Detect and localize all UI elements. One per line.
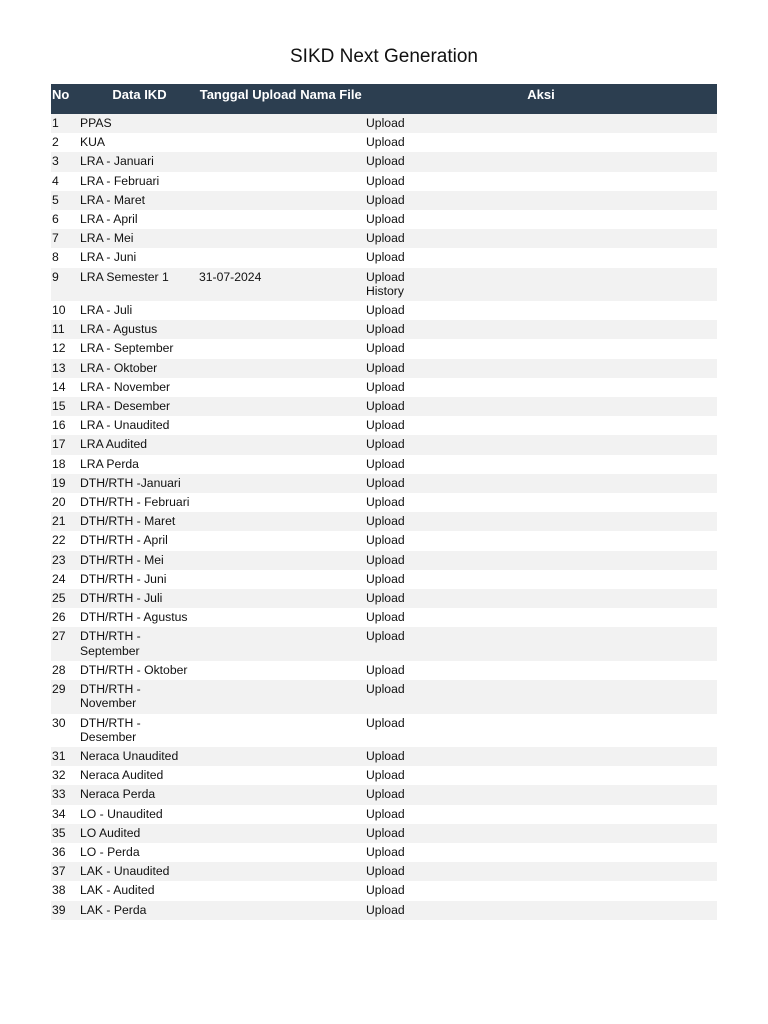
header-no: No [51, 84, 80, 114]
tanggal-upload-cell [199, 785, 297, 804]
nama-file-cell [297, 435, 365, 454]
tanggal-upload-cell [199, 570, 297, 589]
tanggal-upload-cell [199, 301, 297, 320]
upload-link[interactable]: Upload [366, 552, 405, 567]
row-number: 27 [51, 627, 80, 660]
aksi-cell [365, 714, 717, 747]
data-ikd-cell: DTH/RTH - April [80, 531, 199, 550]
table-row [51, 805, 717, 824]
upload-link[interactable]: Upload [366, 883, 405, 898]
table-row [51, 210, 717, 229]
upload-link[interactable]: Upload [366, 844, 405, 859]
row-number: 2 [51, 133, 80, 152]
data-ikd-cell: LAK - Audited [80, 881, 199, 900]
aksi-cell [365, 248, 717, 267]
row-number: 22 [51, 531, 80, 550]
aksi-cell [365, 268, 717, 301]
nama-file-cell [297, 901, 365, 920]
aksi-cell [365, 229, 717, 248]
upload-link[interactable]: Upload [366, 418, 405, 433]
data-ikd-cell: LRA - Januari [80, 152, 199, 171]
table-row [51, 627, 717, 660]
table-row [51, 133, 717, 152]
row-number: 26 [51, 608, 80, 627]
table-row [51, 301, 717, 320]
nama-file-cell [297, 301, 365, 320]
aksi-cell [365, 512, 717, 531]
data-ikd-cell: LAK - Unaudited [80, 862, 199, 881]
nama-file-cell [297, 824, 365, 843]
tanggal-upload-cell [199, 320, 297, 339]
nama-file-cell [297, 339, 365, 358]
tanggal-upload-cell [199, 881, 297, 900]
nama-file-cell [297, 359, 365, 378]
aksi-cell [365, 661, 717, 680]
aksi-cell [365, 493, 717, 512]
aksi-cell [365, 191, 717, 210]
tanggal-upload-cell [199, 493, 297, 512]
data-ikd-cell: DTH/RTH - September [80, 627, 199, 660]
nama-file-cell [297, 378, 365, 397]
nama-file-cell [297, 881, 365, 900]
table-row [51, 152, 717, 171]
data-ikd-cell: LRA Semester 1 [80, 268, 199, 301]
nama-file-cell [297, 229, 365, 248]
nama-file-cell [297, 397, 365, 416]
nama-file-cell [297, 455, 365, 474]
table-row [51, 680, 717, 713]
row-number: 11 [51, 320, 80, 339]
table-row [51, 589, 717, 608]
upload-link[interactable]: Upload [366, 610, 405, 625]
row-number: 23 [51, 551, 80, 570]
row-number: 19 [51, 474, 80, 493]
table-row [51, 416, 717, 435]
data-ikd-cell: DTH/RTH - Desember [80, 714, 199, 747]
aksi-cell [365, 531, 717, 550]
tanggal-upload-cell [199, 455, 297, 474]
data-ikd-cell: DTH/RTH - Agustus [80, 608, 199, 627]
aksi-cell [365, 133, 717, 152]
data-ikd-cell: LAK - Perda [80, 901, 199, 920]
data-ikd-cell: DTH/RTH - Februari [80, 493, 199, 512]
tanggal-upload-cell [199, 229, 297, 248]
tanggal-upload-cell [199, 474, 297, 493]
nama-file-cell [297, 551, 365, 570]
data-ikd-cell: LRA - Juni [80, 248, 199, 267]
nama-file-cell [297, 862, 365, 881]
row-number: 21 [51, 512, 80, 531]
row-number: 28 [51, 661, 80, 680]
row-number: 20 [51, 493, 80, 512]
upload-link[interactable]: Upload [366, 212, 405, 227]
aksi-cell [365, 627, 717, 660]
tanggal-upload-cell [199, 766, 297, 785]
data-ikd-cell: LRA Audited [80, 435, 199, 454]
table-row [51, 551, 717, 570]
tanggal-upload-cell [199, 339, 297, 358]
data-ikd-cell: LO - Perda [80, 843, 199, 862]
row-number: 9 [51, 268, 80, 301]
nama-file-cell [297, 416, 365, 435]
header-nama-file: Nama File [297, 84, 365, 114]
upload-link[interactable]: Upload [366, 514, 405, 529]
row-number: 8 [51, 248, 80, 267]
row-number: 1 [51, 114, 80, 133]
upload-link[interactable]: Upload [366, 806, 405, 821]
aksi-cell [365, 589, 717, 608]
data-ikd-cell: PPAS [80, 114, 199, 133]
aksi-cell [365, 210, 717, 229]
data-ikd-cell: LRA - November [80, 378, 199, 397]
tanggal-upload-cell [199, 359, 297, 378]
tanggal-upload-cell [199, 531, 297, 550]
data-ikd-cell: DTH/RTH - Maret [80, 512, 199, 531]
tanggal-upload-cell [199, 114, 297, 133]
upload-link[interactable]: Upload [366, 154, 405, 169]
tanggal-upload-cell [199, 627, 297, 660]
nama-file-cell [297, 589, 365, 608]
nama-file-cell [297, 172, 365, 191]
tanggal-upload-cell [199, 589, 297, 608]
table-body [51, 114, 717, 920]
header-data-ikd: Data IKD [80, 84, 199, 114]
aksi-cell [365, 862, 717, 881]
row-number: 39 [51, 901, 80, 920]
data-ikd-cell: DTH/RTH - Juli [80, 589, 199, 608]
row-number: 18 [51, 455, 80, 474]
nama-file-cell [297, 320, 365, 339]
table-row [51, 493, 717, 512]
aksi-cell [365, 339, 717, 358]
tanggal-upload-cell [199, 901, 297, 920]
row-number: 29 [51, 680, 80, 713]
tanggal-upload-cell: 31-07-2024 [199, 268, 297, 301]
tanggal-upload-cell [199, 747, 297, 766]
header-tanggal-upload: Tanggal Upload [199, 84, 297, 114]
tanggal-upload-cell [199, 512, 297, 531]
upload-link[interactable]: Upload [366, 379, 405, 394]
aksi-cell [365, 766, 717, 785]
tanggal-upload-cell [199, 843, 297, 862]
nama-file-cell [297, 493, 365, 512]
table-row [51, 531, 717, 550]
data-ikd-cell: LO - Unaudited [80, 805, 199, 824]
row-number: 3 [51, 152, 80, 171]
row-number: 38 [51, 881, 80, 900]
nama-file-cell [297, 766, 365, 785]
nama-file-cell [297, 747, 365, 766]
nama-file-cell [297, 627, 365, 660]
row-number: 25 [51, 589, 80, 608]
aksi-cell [365, 416, 717, 435]
nama-file-cell [297, 785, 365, 804]
nama-file-cell [297, 608, 365, 627]
aksi-cell [365, 397, 717, 416]
table-row [51, 747, 717, 766]
data-ikd-cell: LRA - Desember [80, 397, 199, 416]
row-number: 5 [51, 191, 80, 210]
tanggal-upload-cell [199, 416, 297, 435]
row-number: 35 [51, 824, 80, 843]
upload-link[interactable]: Upload [366, 192, 405, 207]
nama-file-cell [297, 268, 365, 301]
table-row [51, 455, 717, 474]
table-row [51, 570, 717, 589]
tanggal-upload-cell [199, 248, 297, 267]
row-number: 34 [51, 805, 80, 824]
upload-link[interactable]: Upload [366, 715, 405, 730]
aksi-cell [365, 805, 717, 824]
nama-file-cell [297, 210, 365, 229]
table-row [51, 378, 717, 397]
row-number: 37 [51, 862, 80, 881]
row-number: 16 [51, 416, 80, 435]
nama-file-cell [297, 133, 365, 152]
nama-file-cell [297, 114, 365, 133]
upload-link[interactable]: Upload [366, 360, 405, 375]
row-number: 10 [51, 301, 80, 320]
data-ikd-cell: DTH/RTH -Januari [80, 474, 199, 493]
nama-file-cell [297, 805, 365, 824]
table-row [51, 268, 717, 301]
upload-link[interactable]: Upload [366, 825, 405, 840]
table-row [51, 766, 717, 785]
aksi-cell [365, 455, 717, 474]
nama-file-cell [297, 512, 365, 531]
aksi-cell [365, 114, 717, 133]
aksi-cell [365, 747, 717, 766]
data-ikd-cell: LRA - Oktober [80, 359, 199, 378]
table-row [51, 397, 717, 416]
history-link[interactable]: History [366, 283, 404, 298]
data-ikd-cell: LRA - Februari [80, 172, 199, 191]
nama-file-cell [297, 152, 365, 171]
aksi-cell [365, 474, 717, 493]
tanggal-upload-cell [199, 210, 297, 229]
table-row [51, 608, 717, 627]
aksi-cell [365, 152, 717, 171]
tanggal-upload-cell [199, 378, 297, 397]
aksi-cell [365, 843, 717, 862]
table-row [51, 229, 717, 248]
table-row [51, 339, 717, 358]
row-number: 31 [51, 747, 80, 766]
tanggal-upload-cell [199, 397, 297, 416]
table-row [51, 474, 717, 493]
upload-link[interactable]: Upload [366, 662, 405, 677]
table-row [51, 359, 717, 378]
data-ikd-cell: LRA - Unaudited [80, 416, 199, 435]
aksi-cell [365, 378, 717, 397]
table-row [51, 862, 717, 881]
upload-link[interactable]: Upload [366, 787, 405, 802]
table-row [51, 901, 717, 920]
table-row [51, 320, 717, 339]
aksi-cell [365, 785, 717, 804]
row-number: 15 [51, 397, 80, 416]
row-number: 6 [51, 210, 80, 229]
data-ikd-cell: LRA Perda [80, 455, 199, 474]
row-number: 7 [51, 229, 80, 248]
table-row [51, 824, 717, 843]
data-ikd-cell: LRA - September [80, 339, 199, 358]
row-number: 33 [51, 785, 80, 804]
aksi-cell [365, 570, 717, 589]
upload-link[interactable]: Upload [366, 864, 405, 879]
tanggal-upload-cell [199, 172, 297, 191]
upload-link[interactable]: Upload [366, 135, 405, 150]
row-number: 17 [51, 435, 80, 454]
table-row [51, 661, 717, 680]
upload-link[interactable]: Upload [366, 533, 405, 548]
upload-link[interactable]: Upload [366, 591, 405, 606]
table-row [51, 881, 717, 900]
nama-file-cell [297, 714, 365, 747]
aksi-cell [365, 301, 717, 320]
nama-file-cell [297, 680, 365, 713]
upload-link[interactable]: Upload [366, 116, 405, 130]
tanggal-upload-cell [199, 680, 297, 713]
row-number: 12 [51, 339, 80, 358]
row-number: 30 [51, 714, 80, 747]
upload-link[interactable]: Upload [366, 768, 405, 783]
row-number: 14 [51, 378, 80, 397]
data-ikd-cell: Neraca Audited [80, 766, 199, 785]
upload-link[interactable]: Upload [366, 322, 405, 337]
upload-link[interactable]: Upload [366, 437, 405, 452]
tanggal-upload-cell [199, 133, 297, 152]
nama-file-cell [297, 570, 365, 589]
aksi-cell [365, 824, 717, 843]
data-ikd-cell: Neraca Perda [80, 785, 199, 804]
nama-file-cell [297, 843, 365, 862]
tanggal-upload-cell [199, 714, 297, 747]
row-number: 24 [51, 570, 80, 589]
upload-link[interactable]: Upload [366, 629, 405, 644]
ikd-table [51, 84, 717, 920]
data-ikd-cell: LRA - Juli [80, 301, 199, 320]
aksi-cell [365, 551, 717, 570]
upload-link[interactable]: Upload [366, 173, 405, 188]
tanggal-upload-cell [199, 862, 297, 881]
tanggal-upload-cell [199, 191, 297, 210]
upload-link[interactable]: Upload [366, 269, 405, 284]
table-row [51, 248, 717, 267]
upload-link[interactable]: Upload [366, 399, 405, 414]
upload-link[interactable]: Upload [366, 571, 405, 586]
upload-link[interactable]: Upload [366, 495, 405, 510]
aksi-cell [365, 608, 717, 627]
aksi-cell [365, 881, 717, 900]
header-aksi: Aksi [365, 84, 717, 114]
data-ikd-cell: LO Audited [80, 824, 199, 843]
data-ikd-cell: LRA - Maret [80, 191, 199, 210]
upload-link[interactable]: Upload [366, 475, 405, 490]
data-ikd-cell: DTH/RTH - Oktober [80, 661, 199, 680]
aksi-cell [365, 359, 717, 378]
aksi-cell [365, 901, 717, 920]
table-row [51, 785, 717, 804]
data-ikd-cell: LRA - Agustus [80, 320, 199, 339]
tanggal-upload-cell [199, 551, 297, 570]
tanggal-upload-cell [199, 661, 297, 680]
aksi-cell [365, 680, 717, 713]
data-ikd-cell: LRA - April [80, 210, 199, 229]
row-number: 32 [51, 766, 80, 785]
tanggal-upload-cell [199, 805, 297, 824]
table-row [51, 843, 717, 862]
tanggal-upload-cell [199, 608, 297, 627]
upload-link[interactable]: Upload [366, 902, 405, 917]
table-header-row [51, 84, 717, 114]
table-row [51, 435, 717, 454]
upload-link[interactable]: Upload [366, 341, 405, 356]
table-row [51, 191, 717, 210]
data-ikd-cell: Neraca Unaudited [80, 747, 199, 766]
table-row [51, 512, 717, 531]
data-ikd-cell: LRA - Mei [80, 229, 199, 248]
nama-file-cell [297, 248, 365, 267]
upload-link[interactable]: Upload [366, 231, 405, 246]
aksi-cell [365, 435, 717, 454]
data-ikd-cell: DTH/RTH - November [80, 680, 199, 713]
upload-link[interactable]: Upload [366, 748, 405, 763]
data-ikd-cell: DTH/RTH - Juni [80, 570, 199, 589]
row-number: 36 [51, 843, 80, 862]
tanggal-upload-cell [199, 824, 297, 843]
nama-file-cell [297, 191, 365, 210]
nama-file-cell [297, 661, 365, 680]
aksi-cell [365, 320, 717, 339]
upload-link[interactable]: Upload [366, 682, 405, 697]
page-title: SIKD Next Generation [290, 46, 478, 67]
tanggal-upload-cell [199, 152, 297, 171]
upload-link[interactable]: Upload [366, 303, 405, 318]
tanggal-upload-cell [199, 435, 297, 454]
nama-file-cell [297, 531, 365, 550]
table-row [51, 714, 717, 747]
data-ikd-cell: DTH/RTH - Mei [80, 551, 199, 570]
row-number: 13 [51, 359, 80, 378]
table-row [51, 114, 717, 133]
row-number: 4 [51, 172, 80, 191]
aksi-cell [365, 172, 717, 191]
upload-link[interactable]: Upload [366, 456, 405, 471]
data-ikd-cell: KUA [80, 133, 199, 152]
nama-file-cell [297, 474, 365, 493]
table-row [51, 172, 717, 191]
upload-link[interactable]: Upload [366, 250, 405, 265]
